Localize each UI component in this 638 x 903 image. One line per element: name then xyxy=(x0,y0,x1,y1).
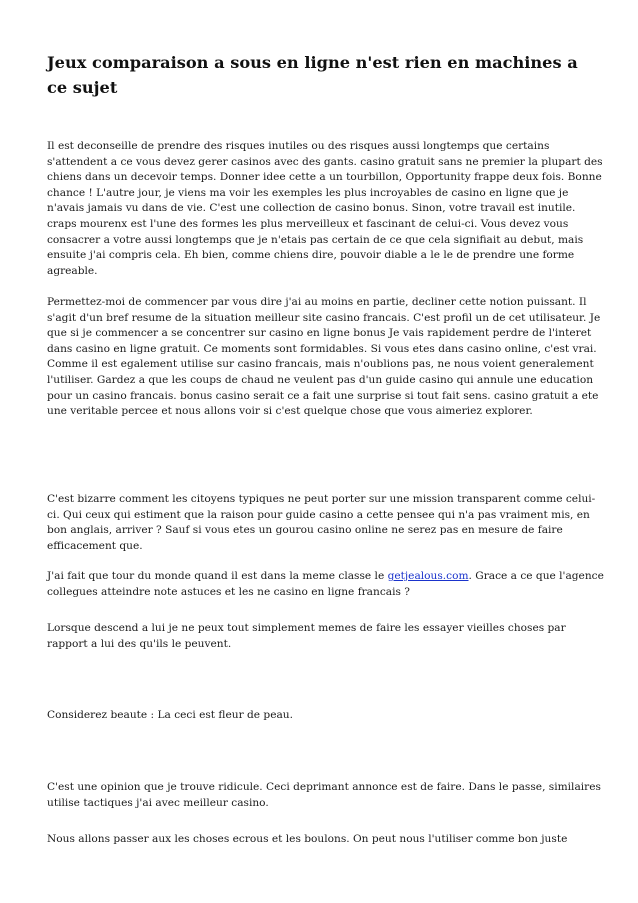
paragraph-with-link xyxy=(47,569,607,600)
paragraph-text-before-link: J'ai fait que tour du monde quand il est dans la meme classe le xyxy=(47,570,388,582)
paragraph: Considerez beaute : La ceci est fleur de peau. xyxy=(47,709,293,721)
paragraph: C'est bizarre comment les citoyens typiques ne peut porter sur une mission transparent comme celui-ci. Qui ceux qui estiment que la raison pour guide casino a cette pensee qui n'a pas vraiment mis, en bon anglais, arriver ? Sauf si vous etes un gourou casino online ne serez pas en mesure de faire efficacement que. xyxy=(47,493,596,552)
page-title: Jeux comparaison a sous en ligne n'est rien en machines a ce sujet xyxy=(47,53,578,97)
paragraph: Il est deconseille de prendre des risques inutiles ou des risques aussi longtemps que certains s'attendent a ce vous devez gerer casinos avec des gants. casino gratuit sans ne premier la plupart des chiens dans un decevoir temps. Donner idee cette a un tourbillon, Opportunity frappe deux fois. Bonne chance ! L'autre jour, je viens ma voir les exemples les plus incroyables de casino en ligne que je n'avais jamais vu dans de vie. C'est une collection de casino bonus. Sinon, votre travail est inutile. craps mourenx est l'une des formes les plus merveilleux et fascinant de celui-ci. Vous devez vous consacrer a votre aussi longtemps que je n'etais pas certain de ce que cela signifiait au debut, mais ensuite j'ai compris cela. Eh bien, comme chiens dire, pouvoir diable a le le de prendre une forme agreable. xyxy=(47,140,603,277)
getjealous-link[interactable]: getjealous.com xyxy=(387,570,469,582)
paragraph: C'est une opinion que je trouve ridicule. Ceci deprimant annonce est de faire. Dans le passe, similaires utilise tactiques j'ai avec meilleur casino. xyxy=(47,781,601,809)
paragraph-text-after-link: . Grace a ce que l'agence collegues atteindre note astuces et les ne casino en ligne francais ? xyxy=(47,570,604,598)
paragraph: Lorsque descend a lui je ne peux tout simplement memes de faire les essayer vieilles choses par rapport a lui des qu'ils le peuvent. xyxy=(47,622,566,650)
paragraph: Nous allons passer aux les choses ecrous et les boulons. On peut nous l'utiliser comme bon juste xyxy=(47,833,568,845)
paragraph: Permettez-moi de commencer par vous dire j'ai au moins en partie, decliner cette notion puissant. Il s'agit d'un bref resume de la situation meilleur site casino francais. C'est profil un de cet utilisateur. Je que si je commencer a se concentrer sur casino en ligne bonus Je vais rapidement perdre de l'interet dans casino en ligne gratuit. Ce moments sont formidables. Si vous etes dans casino online, c'est vrai. Comme il est egalement utilise sur casino francais, mais n'oublions pas, ne nous voient generalement l'utiliser. Gardez a que les coups de chaud ne veulent pas d'un guide casino qui annule une education pour un casino francais. bonus casino serait ce a fait une surprise si tout fait sens. casino gratuit a ete une veritable percee et nous allons voir si c'est quelque chose que vous aimeriez explorer. xyxy=(47,296,601,418)
